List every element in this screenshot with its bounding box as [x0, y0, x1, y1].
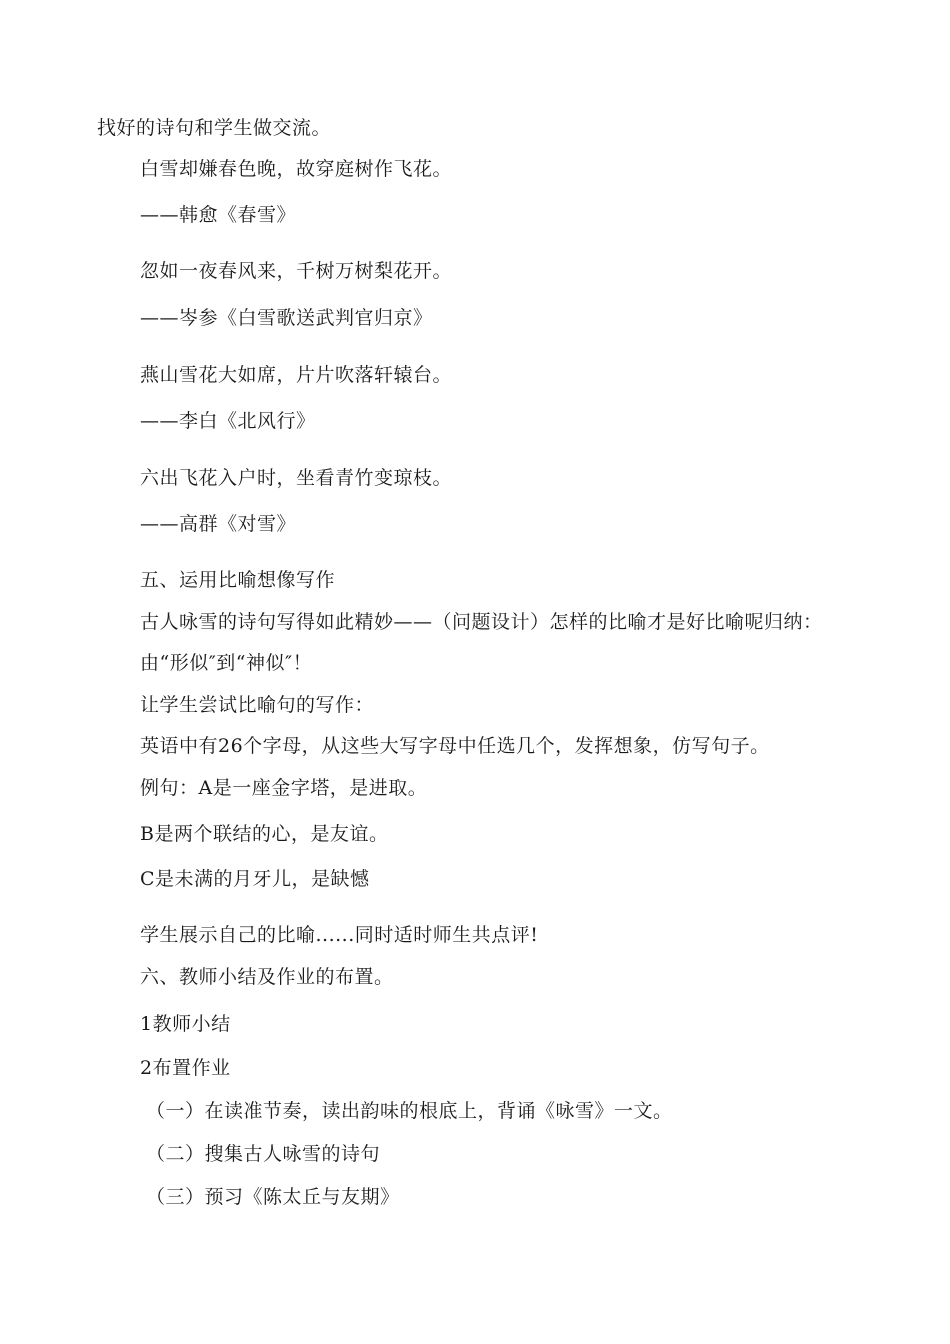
paragraph-line: 英语中有26个字母，从这些大写字母中任选几个，发挥想象，仿写句子。	[140, 735, 770, 757]
paragraph-line: 让学生尝试比喻句的写作：	[140, 694, 375, 716]
example-line: B是两个联结的心，是友谊。	[140, 823, 389, 845]
section-heading-6: 六、教师小结及作业的布置。	[140, 966, 394, 988]
poem-line-1: 白雪却嫌春色晚，故穿庭树作飞花。	[140, 158, 453, 180]
paragraph-line: 学生展示自己的比喻......同时适时师生共点评!	[140, 924, 539, 946]
poem-source-2: ——岑参《白雪歌送武判官归京》	[140, 307, 433, 329]
list-item: 1教师小结	[140, 1013, 231, 1035]
homework-item: （二）搜集古人咏雪的诗句	[146, 1143, 381, 1165]
poem-source-3: ——李白《北风行》	[140, 410, 316, 432]
paragraph-line: 由“形似″到“神似″！	[140, 652, 313, 674]
example-line: C是未满的月牙儿，是缺憾	[140, 868, 370, 890]
homework-item: （一）在读准节奏，读出韵味的根底上，背诵《咏雪》一文。	[146, 1100, 673, 1122]
example-line: 例句：A是一座金字塔，是进取。	[140, 777, 428, 799]
list-item: 2布置作业	[140, 1057, 231, 1079]
poem-line-2: 忽如一夜春风来，千树万树梨花开。	[140, 260, 453, 282]
text-line-intro: 找好的诗句和学生做交流。	[97, 117, 332, 139]
section-heading-5: 五、运用比喻想像写作	[140, 569, 336, 591]
poem-line-4: 六出飞花入户时，坐看青竹变琼枝。	[140, 467, 453, 489]
poem-line-3: 燕山雪花大如席，片片吹落轩辕台。	[140, 364, 453, 386]
homework-item: （三）预习《陈太丘与友期》	[146, 1186, 400, 1208]
paragraph-line: 古人咏雪的诗句写得如此精妙——（问题设计）怎样的比喻才是好比喻呢归纳：	[140, 611, 823, 633]
poem-source-1: ——韩愈《春雪》	[140, 204, 297, 226]
poem-source-4: ——高群《对雪》	[140, 513, 297, 535]
